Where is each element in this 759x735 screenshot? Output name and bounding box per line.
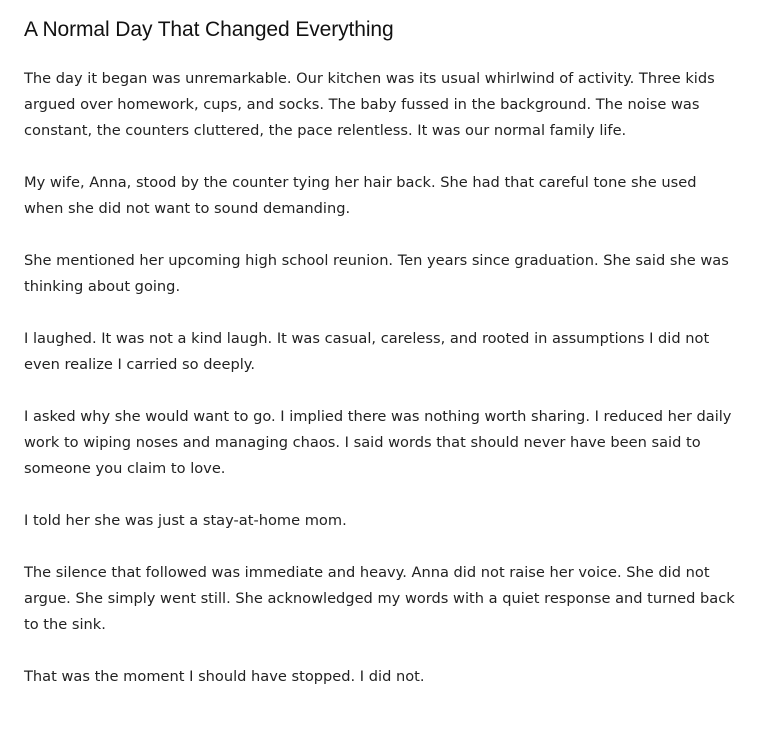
paragraph: My wife, Anna, stood by the counter tying her hair back. She had that careful tone she used when she did not want to sound demanding. (24, 174, 697, 217)
paragraph: I told her she was just a stay-at-home mom. (24, 512, 347, 529)
paragraph: She mentioned her upcoming high school reunion. Ten years since graduation. She said she was thinking about going. (24, 252, 729, 295)
paragraph: I asked why she would want to go. I implied there was nothing worth sharing. I reduced her daily work to wiping noses and managing chaos. I said words that should never have been said to someone you claim to love. (24, 408, 732, 477)
paragraph: I laughed. It was not a kind laugh. It was casual, careless, and rooted in assumptions I did not even realize I carried so deeply. (24, 330, 710, 373)
article-title: A Normal Day That Changed Everything (24, 18, 394, 41)
paragraph: The silence that followed was immediate and heavy. Anna did not raise her voice. She did not argue. She simply went still. She acknowledged my words with a quiet response and turned back to the sink. (24, 564, 735, 633)
paragraph: That was the moment I should have stopped. I did not. (24, 668, 425, 685)
article (24, 16, 736, 716)
paragraph: The day it began was unremarkable. Our kitchen was its usual whirlwind of activity. Three kids argued over homework, cups, and socks. The baby fussed in the background. The noise was constant, the counters cluttered, the pace relentless. It was our normal family life. (24, 70, 715, 139)
